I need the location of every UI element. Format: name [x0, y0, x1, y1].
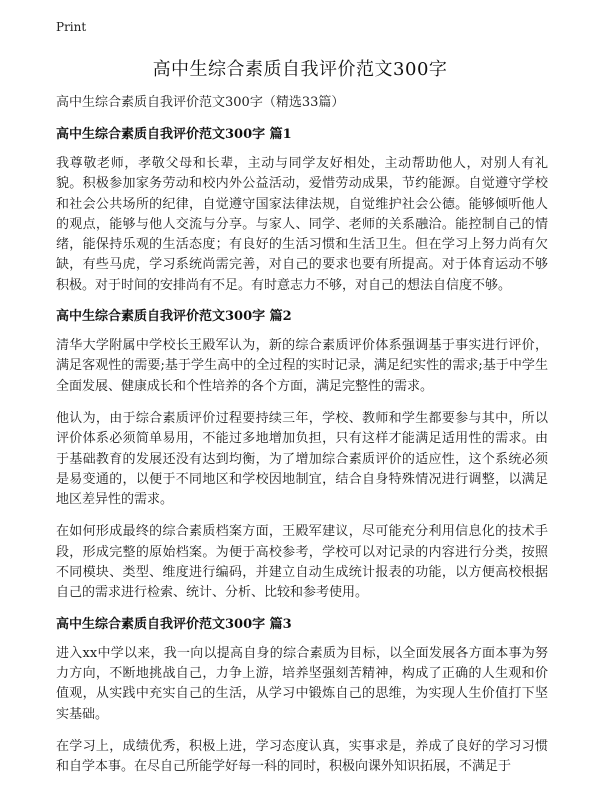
section-heading: 高中生综合素质自我评价范文300字 篇1: [56, 127, 292, 142]
section-heading: 高中生综合素质自我评价范文300字 篇3: [56, 616, 292, 632]
paragraph: 我尊敬老师，孝敬父母和长辈，主动与同学友好相处，主动帮助他人，对别人有礼貌。积极参加家务劳动和校内外公益活动，爱惜劳动成果，节约能源。自觉遵守学校和社会公共场所的纪律，自觉遵守国家法律法规，自觉维护社会公德。能够倾听他人的观点，能够与他人交流与分享。与家人、同学、老师的关系融洽。能控制自己的情绪，能保持乐观的生活态度；有良好的生活习惯和生活卫生。但在学习上努力尚有欠缺，有些马虎，学习系统尚需完善，对自己的要求也要有所提高。对于体育运动不够积极。对于时间的安排尚有不足。有时意志力不够，对自己的想法自信度不够。: [56, 156, 548, 293]
section-1: [56, 126, 548, 296]
section-3: [56, 616, 548, 778]
print-link[interactable]: Print: [56, 20, 87, 34]
paragraph: 在如何形成最终的综合素质档案方面，王殿军建议，尽可能充分利用信息化的技术手段，形成完整的原始档案。为便于高校参考，学校可以对记录的内容进行分类，按照不同模块、类型、维度进行编码，并建立自动生成统计报表的功能，以方便高校根据自己的需求进行检索、统计、分析、比较和参考使用。: [56, 524, 548, 601]
paragraph: 进入xx中学以来，我一向以提高自身的综合素质为目标，以全面发展各方面本事为努力方向，不断地挑战自己，力争上游，培养坚强刻苦精神，构成了正确的人生观和价值观，从实践中充实自己的生活，从学习中锻炼自己的思维，为实现人生价值打下坚实基础。: [56, 645, 548, 722]
section-heading: 高中生综合素质自我评价范文300字 篇2: [56, 309, 292, 325]
page-title: 高中生综合素质自我评价范文300字: [152, 59, 448, 80]
paragraph: 清华大学附属中学校长王殿军认为，新的综合素质评价体系强调基于事实进行评价，满足客观性的需要;基于学生高中的全过程的实时记录，满足纪实性的需求;基于中学生全面发展、健康成长和个性培养的各个方面，满足完整性的需求。: [56, 338, 548, 394]
document-body: [56, 94, 548, 789]
section-2: [56, 308, 548, 604]
paragraph: 在学习上，成绩优秀，积极上进，学习态度认真，实事求是，养成了良好的学习习惯和自学本事。在尽自己所能学好每一科的同时，积极向课外知识拓展，不满足于: [56, 738, 548, 775]
document-subtitle: 高中生综合素质自我评价范文300字（精选33篇）: [56, 95, 345, 110]
paragraph: 他认为，由于综合素质评价过程要持续三年，学校、教师和学生都要参与其中，所以评价体系必须简单易用，不能过多地增加负担，只有这样才能满足适用性的需求。由于基础教育的发展还没有达到均衡，为了增加综合素质评价的适应性，这个系统必须是易变通的，以便于不同地区和学校因地制宜，结合自身特殊情况进行调整，以满足地区差异性的需求。: [56, 410, 548, 508]
